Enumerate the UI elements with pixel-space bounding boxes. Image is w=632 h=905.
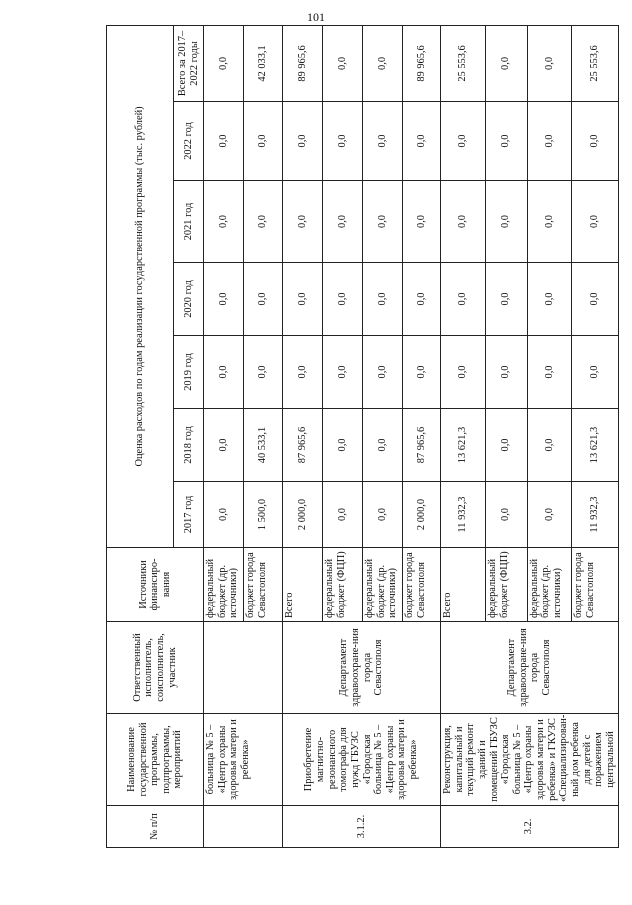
- year-value: 0,0: [485, 336, 527, 409]
- total-value: 0,0: [363, 25, 403, 101]
- year-value: 0,0: [204, 102, 244, 181]
- item-name: Приобретение магнитно-резонансного томографа для нужд ГБУЗС «Городская больница № 5 – «Центр охраны здоровья матери и ребенка»: [283, 714, 441, 806]
- year-value: 1 500,0: [244, 482, 283, 548]
- funding-source: федеральный бюджет (др. источники): [363, 548, 403, 622]
- header-year: 2022 год: [174, 102, 204, 181]
- total-value: 0,0: [323, 25, 363, 101]
- year-value: 13 621,3: [441, 409, 486, 482]
- funding-source: федеральный бюджет (др. источники): [527, 548, 572, 622]
- year-value: 0,0: [363, 482, 403, 548]
- header-responsible: Ответственный исполнитель, соисполнитель, участник: [107, 622, 204, 714]
- year-value: 0,0: [283, 263, 323, 336]
- rotated-table-wrapper: [106, 26, 616, 848]
- year-value: 87 965,6: [283, 409, 323, 482]
- year-value: 0,0: [323, 263, 363, 336]
- total-value: 25 553,6: [441, 25, 486, 101]
- year-value: 0,0: [485, 181, 527, 263]
- year-value: 0,0: [363, 102, 403, 181]
- header-year: 2018 год: [174, 409, 204, 482]
- year-value: 0,0: [244, 102, 283, 181]
- header-name: Наименование государственной программы, подпрограммы, мероприятий: [107, 714, 204, 806]
- item-name: Реконструкция, капитальный и текущий ремонт зданий и помещений ГБУЗС «Городская больница № 5 – «Центр охраны здоровья матери и ребенка» и ГКУЗС «Специализирован-ный дом ребенка для детей с поражением центральной: [441, 714, 619, 806]
- table-row: [283, 25, 323, 847]
- year-value: 0,0: [363, 181, 403, 263]
- year-value: 0,0: [441, 336, 486, 409]
- funding-source: бюджет города Севастополя: [572, 548, 618, 622]
- item-number: 3.1.2.: [283, 806, 441, 848]
- total-value: 0,0: [485, 25, 527, 101]
- year-value: 0,0: [527, 181, 572, 263]
- year-value: 0,0: [441, 102, 486, 181]
- year-value: 0,0: [441, 263, 486, 336]
- year-value: 0,0: [403, 263, 441, 336]
- year-value: 0,0: [244, 263, 283, 336]
- year-value: 0,0: [403, 336, 441, 409]
- item-responsible: [204, 622, 283, 714]
- year-value: 0,0: [485, 263, 527, 336]
- year-value: 0,0: [323, 181, 363, 263]
- header-year: 2019 год: [174, 336, 204, 409]
- year-value: 0,0: [485, 102, 527, 181]
- funding-source: федеральный бюджет (др. источники): [204, 548, 244, 622]
- total-value: 89 965,6: [403, 25, 441, 101]
- header-estimate: Оценка расходов по годам реализации государственной программы (тыс. рублей): [107, 25, 174, 547]
- year-value: 0,0: [244, 181, 283, 263]
- item-responsible: Департамент здравоохране-ния города Севастополя: [441, 622, 619, 714]
- header-total: Всего за 2017–2022 годы: [174, 25, 204, 101]
- year-value: 0,0: [204, 181, 244, 263]
- year-value: 87 965,6: [403, 409, 441, 482]
- funding-source: федеральный бюджет (ФЦП): [485, 548, 527, 622]
- year-value: 0,0: [323, 102, 363, 181]
- table-body: [204, 25, 619, 847]
- funding-source: бюджет города Севастополя: [403, 548, 441, 622]
- page-number: 101: [307, 10, 325, 24]
- table-row: [441, 25, 486, 847]
- item-name: больница № 5 – «Центр охраны здоровья матери и ребенка»: [204, 714, 283, 806]
- table-row: [204, 25, 244, 847]
- year-value: 0,0: [485, 482, 527, 548]
- year-value: 0,0: [244, 336, 283, 409]
- funding-source: Всего: [441, 548, 486, 622]
- item-number: [204, 806, 283, 848]
- budget-table-frame: [106, 26, 616, 848]
- year-value: 0,0: [572, 181, 618, 263]
- year-value: 40 533,1: [244, 409, 283, 482]
- year-value: 0,0: [527, 102, 572, 181]
- year-value: 0,0: [204, 336, 244, 409]
- header-year: 2017 год: [174, 482, 204, 548]
- funding-source: бюджет города Севастополя: [244, 548, 283, 622]
- year-value: 0,0: [363, 263, 403, 336]
- total-value: 0,0: [204, 25, 244, 101]
- year-value: 0,0: [283, 102, 323, 181]
- year-value: 0,0: [323, 409, 363, 482]
- year-value: 0,0: [363, 336, 403, 409]
- year-value: 0,0: [485, 409, 527, 482]
- item-number: 3.2.: [441, 806, 619, 848]
- year-value: 0,0: [283, 336, 323, 409]
- header-num: № п/п: [107, 806, 204, 848]
- header-year: 2021 год: [174, 181, 204, 263]
- year-value: 11 932,3: [441, 482, 486, 548]
- year-value: 0,0: [441, 181, 486, 263]
- total-value: 0,0: [527, 25, 572, 101]
- year-value: 11 932,3: [572, 482, 618, 548]
- year-value: 0,0: [323, 482, 363, 548]
- funding-source: Всего: [283, 548, 323, 622]
- budget-table: [106, 25, 619, 848]
- year-value: 0,0: [283, 181, 323, 263]
- year-value: 0,0: [572, 263, 618, 336]
- year-value: 0,0: [363, 409, 403, 482]
- header-source: Источники финансиро-вания: [107, 548, 204, 622]
- item-responsible: Департамент здравоохране-ния города Севастополя: [283, 622, 441, 714]
- year-value: 0,0: [527, 409, 572, 482]
- year-value: 0,0: [204, 263, 244, 336]
- year-value: 0,0: [204, 482, 244, 548]
- year-value: 13 621,3: [572, 409, 618, 482]
- year-value: 0,0: [323, 336, 363, 409]
- year-value: 0,0: [527, 263, 572, 336]
- total-value: 89 965,6: [283, 25, 323, 101]
- funding-source: федеральный бюджет (ФЦП): [323, 548, 363, 622]
- total-value: 42 033,1: [244, 25, 283, 101]
- year-value: 0,0: [572, 102, 618, 181]
- year-value: 2 000,0: [283, 482, 323, 548]
- year-value: 0,0: [204, 409, 244, 482]
- year-value: 0,0: [403, 102, 441, 181]
- total-value: 25 553,6: [572, 25, 618, 101]
- year-value: 0,0: [527, 482, 572, 548]
- year-value: 0,0: [527, 336, 572, 409]
- year-value: 0,0: [403, 181, 441, 263]
- year-value: 0,0: [572, 336, 618, 409]
- year-value: 2 000,0: [403, 482, 441, 548]
- header-year: 2020 год: [174, 263, 204, 336]
